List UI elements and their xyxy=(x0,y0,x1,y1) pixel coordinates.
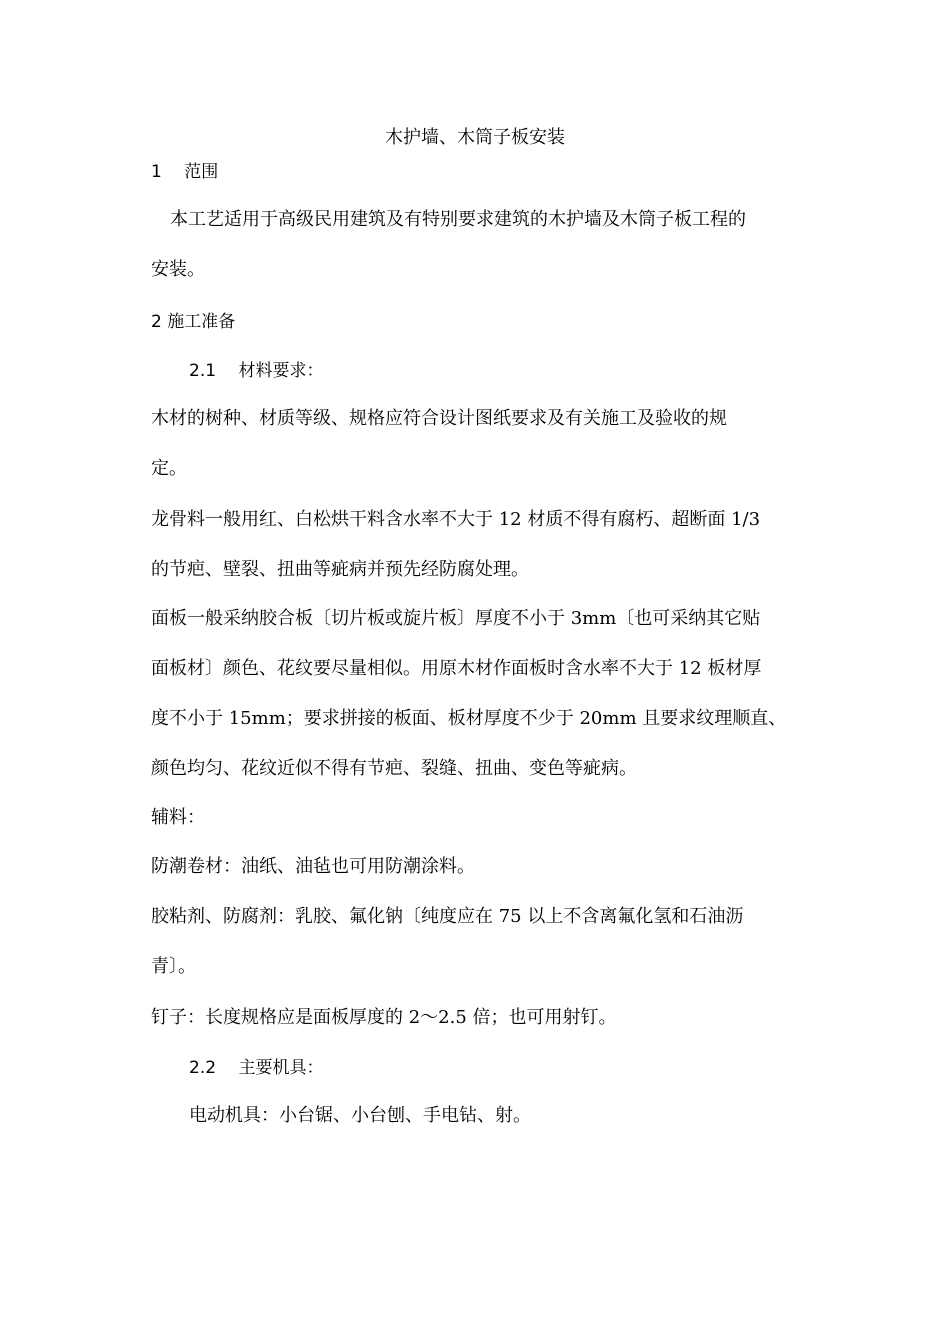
paragraph-keel-line-1: 龙骨料一般用红、白松烘干料含水率不大于 12 材质不得有腐朽、超断面 1/3 xyxy=(151,509,761,530)
paragraph-scope-line-1: 本工艺适用于高级民用建筑及有特别要求建筑的木护墙及木筒子板工程的 xyxy=(170,209,746,230)
section-1-heading: 1 范围 xyxy=(151,162,219,182)
paragraph-wood-line-1: 木材的树种、材质等级、规格应符合设计图纸要求及有关施工及验收的规 xyxy=(151,408,727,429)
paragraph-adhesive-line-1: 胶粘剂、防腐剂：乳胶、氟化钠〔纯度应在 75 以上不含离氟化氢和石油沥 xyxy=(151,906,744,927)
paragraph-scope-line-2: 安装。 xyxy=(151,259,205,280)
paragraph-panel-line-3: 度不小于 15mm；要求拼接的板面、板材厚度不少于 20mm 且要求纹理顺直、 xyxy=(151,708,787,729)
paragraph-auxiliary: 辅料： xyxy=(151,807,205,828)
paragraph-nails: 钉子：长度规格应是面板厚度的 2～2.5 倍；也可用射钉。 xyxy=(151,1007,617,1028)
paragraph-wood-line-2: 定。 xyxy=(151,458,187,479)
paragraph-keel-line-2: 的节疤、壁裂、扭曲等疵病并预先经防腐处理。 xyxy=(151,559,529,580)
paragraph-adhesive-line-2: 青〕。 xyxy=(151,956,196,977)
paragraph-moisture-proof: 防潮卷材：油纸、油毡也可用防潮涂料。 xyxy=(151,856,475,877)
paragraph-panel-line-1: 面板一般采纳胶合板〔切片板或旋片板〕厚度不小于 3mm〔也可采纳其它贴 xyxy=(151,608,761,629)
section-2-heading: 2 施工准备 xyxy=(151,312,236,332)
paragraph-panel-line-2: 面板材〕颜色、花纹要尽量相似。用原木材作面板时含水率不大于 12 板材厚 xyxy=(151,658,762,679)
paragraph-tools: 电动机具：小台锯、小台刨、手电钻、射。 xyxy=(189,1105,531,1126)
subsection-2-1-heading: 2.1 材料要求： xyxy=(189,361,324,381)
subsection-2-2-heading: 2.2 主要机具： xyxy=(189,1058,324,1078)
paragraph-panel-line-4: 颜色均匀、花纹近似不得有节疤、裂缝、扭曲、变色等疵病。 xyxy=(151,758,637,779)
document-title: 木护墙、木筒子板安装 xyxy=(385,127,565,148)
